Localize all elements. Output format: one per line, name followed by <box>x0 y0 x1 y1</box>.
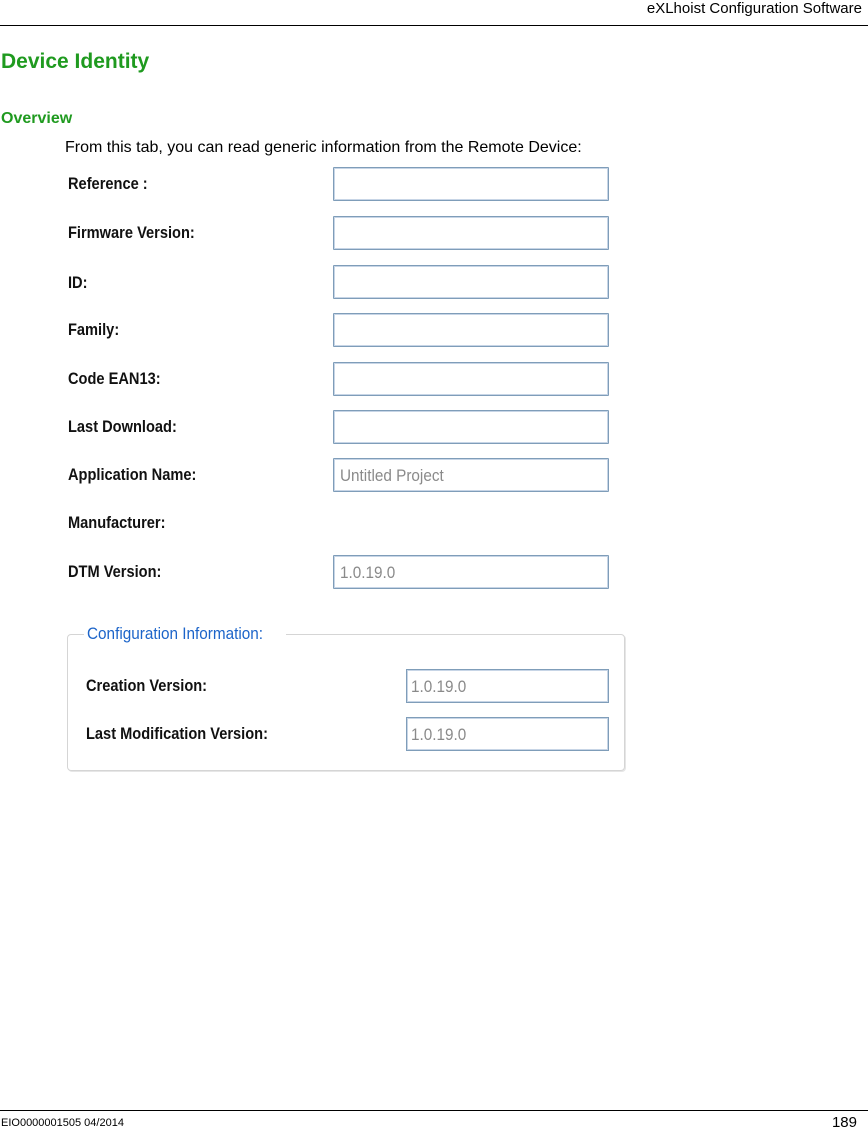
document-id: EIO0000001505 04/2014 <box>1 1117 124 1129</box>
id-field[interactable] <box>333 265 609 299</box>
page-number: 189 <box>831 1114 857 1131</box>
section-title: Device Identity <box>1 50 150 73</box>
intro-paragraph: From this tab, you can read generic information from the Remote Device: <box>65 139 582 156</box>
footer-divider <box>0 1110 868 1111</box>
last-modification-version-label: Last Modification Version: <box>86 724 268 743</box>
last-download-field[interactable] <box>333 410 609 444</box>
family-field[interactable] <box>333 313 609 347</box>
reference-field[interactable] <box>333 167 609 201</box>
creation-version-field[interactable]: 1.0.19.0 <box>406 669 609 703</box>
running-header: eXLhoist Configuration Software <box>646 0 862 17</box>
application-name-field[interactable]: Untitled Project <box>333 458 609 492</box>
code-ean13-field[interactable] <box>333 362 609 396</box>
last-modification-version-field[interactable]: 1.0.19.0 <box>406 717 609 751</box>
configuration-information-legend: Configuration Information: <box>84 624 286 644</box>
id-label: ID: <box>68 273 88 292</box>
code-ean13-label: Code EAN13: <box>68 369 161 388</box>
header-divider <box>0 25 868 26</box>
dtm-version-field[interactable]: 1.0.19.0 <box>333 555 609 589</box>
reference-label: Reference : <box>68 174 148 193</box>
subsection-title: Overview <box>1 110 73 127</box>
manufacturer-value <box>333 506 609 540</box>
application-name-label: Application Name: <box>68 465 197 484</box>
creation-version-label: Creation Version: <box>86 676 208 695</box>
manufacturer-label: Manufacturer: <box>68 513 166 532</box>
dtm-version-label: DTM Version: <box>68 562 162 581</box>
last-download-label: Last Download: <box>68 417 177 436</box>
family-label: Family: <box>68 320 120 339</box>
firmware-version-field[interactable] <box>333 216 609 250</box>
firmware-version-label: Firmware Version: <box>68 223 195 242</box>
